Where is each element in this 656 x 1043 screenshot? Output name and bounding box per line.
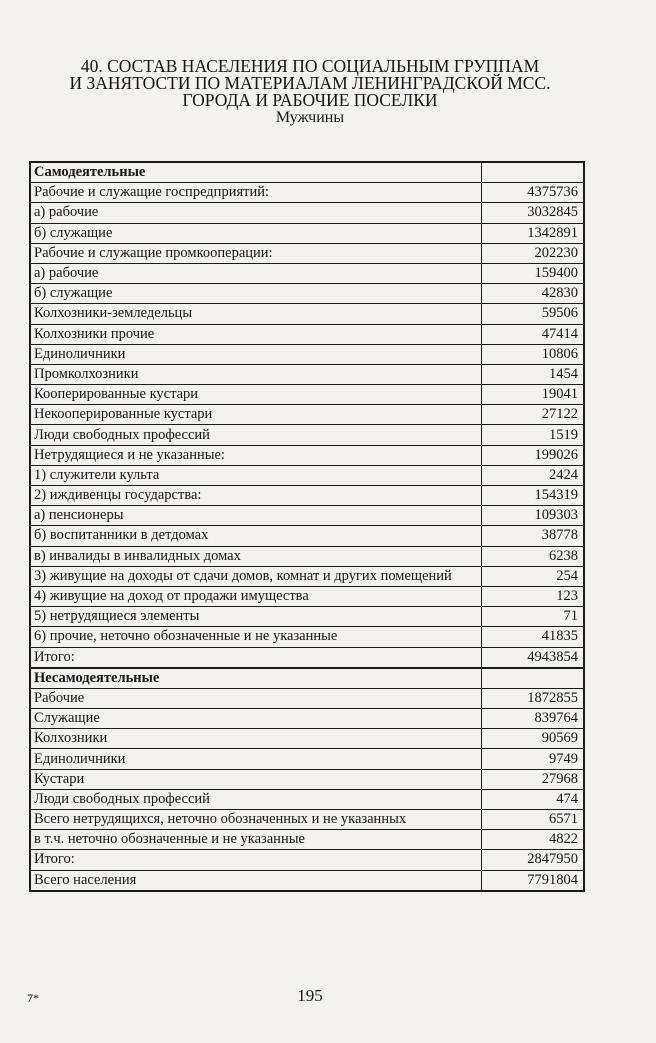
section-heading-empty-cell (481, 668, 584, 689)
page-number: 195 (297, 986, 323, 1005)
row-label: Итого: (30, 850, 481, 870)
table-row (30, 405, 584, 425)
row-value: 474 (481, 789, 584, 809)
row-label: 4) живущие на доход от продажи имущества (30, 586, 481, 606)
table-row (30, 607, 584, 627)
row-label: Люди свободных профессий (30, 789, 481, 809)
row-label: Всего населения (30, 870, 481, 891)
table-row (30, 183, 584, 203)
table-row (30, 445, 584, 465)
table-row (30, 465, 584, 485)
population-table (29, 161, 585, 892)
row-value: 10806 (481, 344, 584, 364)
title-subtitle: Мужчины (275, 109, 345, 126)
table-row (30, 263, 584, 283)
table-row (30, 870, 584, 891)
row-value: 254 (481, 566, 584, 586)
title-line-1: 40. СОСТАВ НАСЕЛЕНИЯ ПО СОЦИАЛЬНЫМ ГРУППАМ (80, 56, 540, 76)
table-row (30, 769, 584, 789)
row-value: 9749 (481, 749, 584, 769)
row-value: 3032845 (481, 203, 584, 223)
table-row (30, 385, 584, 405)
row-value: 154319 (481, 486, 584, 506)
row-value: 71 (481, 607, 584, 627)
title-line-3: ГОРОДА И РАБОЧИЕ ПОСЕЛКИ (182, 90, 438, 110)
row-label: Рабочие и служащие госпредприятий: (30, 183, 481, 203)
row-label: 2) иждивенцы государства: (30, 486, 481, 506)
row-value: 1872855 (481, 688, 584, 708)
row-value: 41835 (481, 627, 584, 647)
row-label: Служащие (30, 709, 481, 729)
table-row (30, 344, 584, 364)
table-row (30, 223, 584, 243)
row-label: Кооперированные кустари (30, 385, 481, 405)
row-value: 4943854 (481, 647, 584, 668)
row-label: Единоличники (30, 749, 481, 769)
table-row (30, 830, 584, 850)
row-value: 202230 (481, 243, 584, 263)
row-label: Рабочие (30, 688, 481, 708)
row-label: Колхозники-земледельцы (30, 304, 481, 324)
row-value: 1342891 (481, 223, 584, 243)
section-heading: Несамодеятельные (30, 668, 481, 689)
row-value: 839764 (481, 709, 584, 729)
row-value: 1454 (481, 364, 584, 384)
section-heading: Самодеятельные (30, 162, 481, 183)
signature-mark: 7* (27, 991, 39, 1005)
table-row (30, 324, 584, 344)
section-heading-empty-cell (481, 162, 584, 183)
row-label: Промколхозники (30, 364, 481, 384)
row-value: 6238 (481, 546, 584, 566)
row-label: Рабочие и служащие промкооперации: (30, 243, 481, 263)
row-label: б) служащие (30, 223, 481, 243)
section-header-row (30, 162, 584, 183)
table-row (30, 688, 584, 708)
row-label: 3) живущие на доходы от сдачи домов, комнат и других помещений (30, 566, 481, 586)
table-row (30, 203, 584, 223)
table-row (30, 627, 584, 647)
row-label: Итого: (30, 647, 481, 668)
table-row (30, 486, 584, 506)
row-label: Некооперированные кустари (30, 405, 481, 425)
row-label: Колхозники (30, 729, 481, 749)
row-value: 19041 (481, 385, 584, 405)
row-label: а) рабочие (30, 263, 481, 283)
row-label: Кустари (30, 769, 481, 789)
table-row (30, 284, 584, 304)
row-value: 123 (481, 586, 584, 606)
row-label: а) рабочие (30, 203, 481, 223)
row-label: в) инвалиды в инвалидных домах (30, 546, 481, 566)
table-row (30, 729, 584, 749)
table-title (30, 58, 590, 126)
row-value: 38778 (481, 526, 584, 546)
row-label: 5) нетрудящиеся элементы (30, 607, 481, 627)
row-label: Люди свободных профессий (30, 425, 481, 445)
row-label: Всего нетрудящихся, неточно обозначенных и не указанных (30, 810, 481, 830)
row-value: 199026 (481, 445, 584, 465)
row-label: Единоличники (30, 344, 481, 364)
row-value: 90569 (481, 729, 584, 749)
table-row (30, 749, 584, 769)
row-value: 1519 (481, 425, 584, 445)
table-row (30, 566, 584, 586)
row-value: 42830 (481, 284, 584, 304)
table-row (30, 546, 584, 566)
row-label: 1) служители культа (30, 465, 481, 485)
row-value: 7791804 (481, 870, 584, 891)
row-value: 2424 (481, 465, 584, 485)
table-row (30, 850, 584, 870)
row-label: Колхозники прочие (30, 324, 481, 344)
title-line-2: И ЗАНЯТОСТИ ПО МАТЕРИАЛАМ ЛЕНИНГРАДСКОЙ МСС. (69, 73, 551, 93)
table-row (30, 506, 584, 526)
table-row (30, 586, 584, 606)
row-value: 59506 (481, 304, 584, 324)
row-label: Нетрудящиеся и не указанные: (30, 445, 481, 465)
table-row (30, 810, 584, 830)
row-label: 6) прочие, неточно обозначенные и не указанные (30, 627, 481, 647)
row-value: 27968 (481, 769, 584, 789)
table-row (30, 526, 584, 546)
row-value: 109303 (481, 506, 584, 526)
table-row (30, 304, 584, 324)
row-value: 27122 (481, 405, 584, 425)
row-value: 2847950 (481, 850, 584, 870)
table-row (30, 243, 584, 263)
row-label: б) воспитанники в детдомах (30, 526, 481, 546)
table-row (30, 647, 584, 668)
row-value: 159400 (481, 263, 584, 283)
section-header-row (30, 668, 584, 689)
row-value: 47414 (481, 324, 584, 344)
table-body (30, 162, 584, 891)
row-label: в т.ч. неточно обозначенные и не указанные (30, 830, 481, 850)
row-value: 4375736 (481, 183, 584, 203)
row-label: б) служащие (30, 284, 481, 304)
table-row (30, 364, 584, 384)
row-value: 4822 (481, 830, 584, 850)
table-row (30, 709, 584, 729)
table-row (30, 789, 584, 809)
table-row (30, 425, 584, 445)
row-value: 6571 (481, 810, 584, 830)
row-label: а) пенсионеры (30, 506, 481, 526)
